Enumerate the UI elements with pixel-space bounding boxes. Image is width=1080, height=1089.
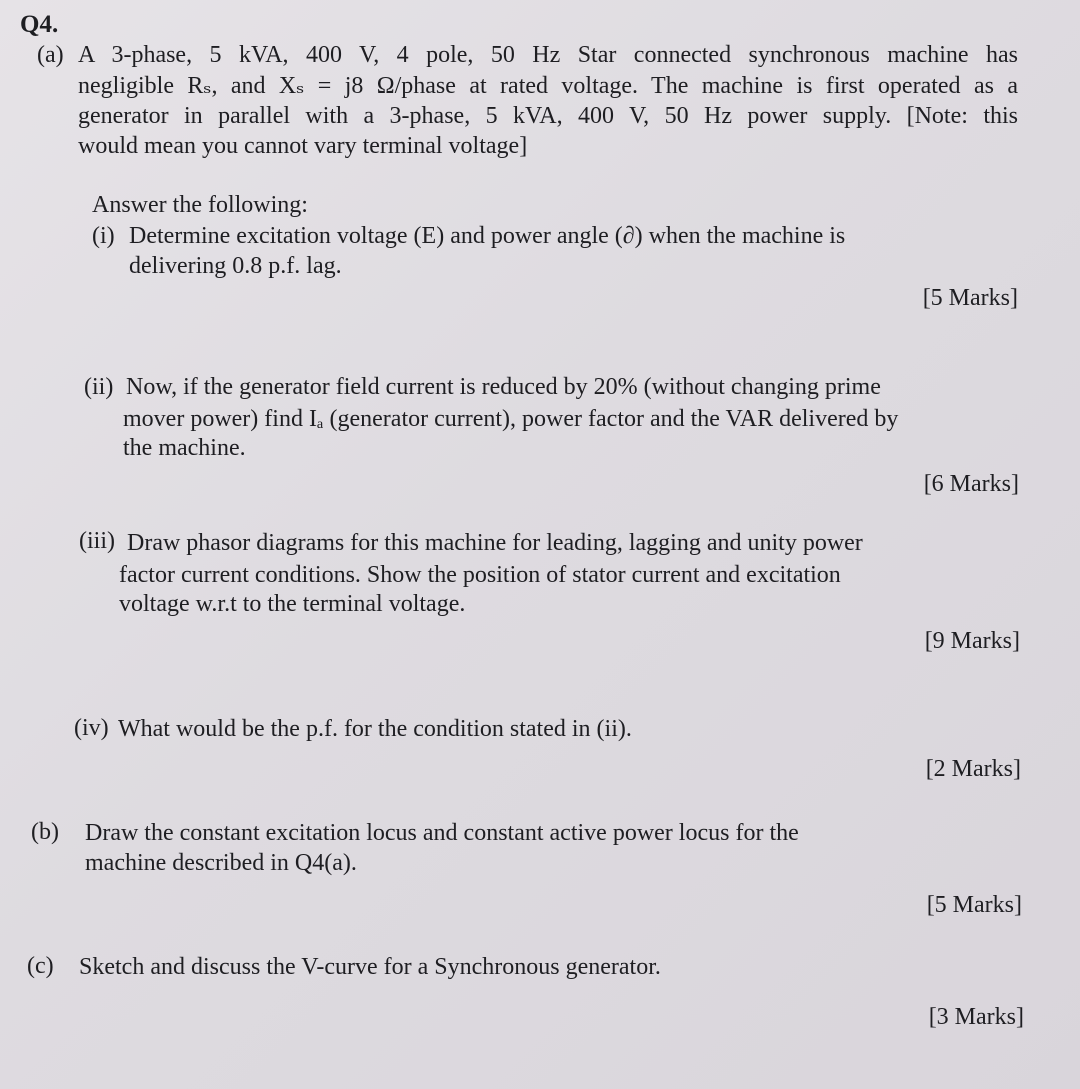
- part-a-line-2: negligible Rₛ, and Xₛ = j8 Ω/phase at rated voltage. The machine is first operated as a: [78, 73, 1018, 99]
- part-b-line-1: Draw the constant excitation locus and constant active power locus for the: [85, 820, 799, 846]
- part-a-label: (a): [37, 42, 64, 68]
- sub-ii-line-2: mover power) find Iₐ (generator current), power factor and the VAR delivered by: [123, 406, 899, 432]
- sub-ii-line-3: the machine.: [123, 435, 246, 461]
- sub-iii-line-2: factor current conditions. Show the position of stator current and excitation: [119, 562, 841, 588]
- part-c-label: (c): [27, 953, 54, 979]
- part-b-label: (b): [31, 819, 59, 845]
- sub-iv-label: (iv): [74, 715, 109, 741]
- sub-i-line-1: Determine excitation voltage (E) and power angle (∂) when the machine is: [129, 223, 846, 249]
- part-a-line-1: A 3-phase, 5 kVA, 400 V, 4 pole, 50 Hz Star connected synchronous machine has: [78, 42, 1018, 68]
- sub-iii-marks: [9 Marks]: [924, 628, 1020, 654]
- part-b-marks: [5 Marks]: [926, 892, 1022, 918]
- part-a-line-3: generator in parallel with a 3-phase, 5 kVA, 400 V, 50 Hz power supply. [Note: this: [78, 103, 1018, 129]
- sub-ii-line-1: Now, if the generator field current is reduced by 20% (without changing prime: [126, 374, 881, 400]
- sub-iii-label: (iii): [79, 528, 115, 554]
- sub-ii-label: (ii): [84, 374, 114, 400]
- sub-iii-line-3: voltage w.r.t to the terminal voltage.: [119, 591, 466, 617]
- answer-intro: Answer the following:: [92, 192, 308, 218]
- sub-ii-marks: [6 Marks]: [923, 471, 1019, 497]
- question-number: Q4.: [20, 11, 59, 38]
- part-a-line-4: would mean you cannot vary terminal voltage]: [78, 133, 528, 159]
- part-b-line-2: machine described in Q4(a).: [85, 850, 357, 876]
- sub-iv-marks: [2 Marks]: [925, 756, 1021, 782]
- sub-iii-line-1: Draw phasor diagrams for this machine for leading, lagging and unity power: [127, 530, 863, 556]
- sub-i-label: (i): [92, 223, 115, 249]
- part-c-line-1: Sketch and discuss the V-curve for a Synchronous generator.: [79, 954, 661, 980]
- sub-i-line-2: delivering 0.8 p.f. lag.: [129, 253, 342, 279]
- sub-i-marks: [5 Marks]: [922, 285, 1018, 311]
- sub-iv-line-1: What would be the p.f. for the condition stated in (ii).: [118, 716, 632, 742]
- part-c-marks: [3 Marks]: [928, 1004, 1024, 1030]
